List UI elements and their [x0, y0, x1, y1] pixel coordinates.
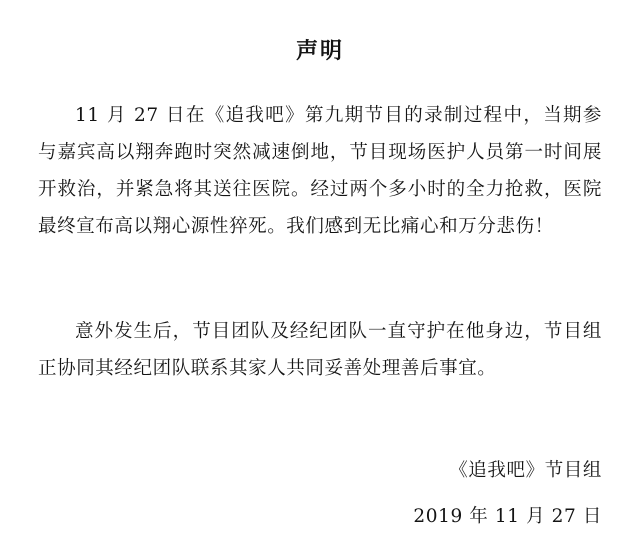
- document-title: 声明: [295, 38, 344, 64]
- signature-issuer: 《追我吧》节目组: [449, 460, 602, 481]
- statement-paragraph-1: 11 月 27 日在《追我吧》第九期节目的录制过程中，当期参与嘉宾高以翔奔跑时突然减速倒地，节目现场医护人员第一时间展开救治，并紧急将其送往医院。经过两个多小时的全力抢救，医院最终宣布高以翔心源性猝死。我们感到无比痛心和万分悲伤！: [38, 105, 602, 237]
- signature-date: 2019 年 11 月 27 日: [413, 506, 602, 527]
- statement-paragraph-2: 意外发生后，节目团队及经纪团队一直守护在他身边，节目组正协同其经纪团队联系其家人共同妥善处理善后事宜。: [38, 321, 602, 379]
